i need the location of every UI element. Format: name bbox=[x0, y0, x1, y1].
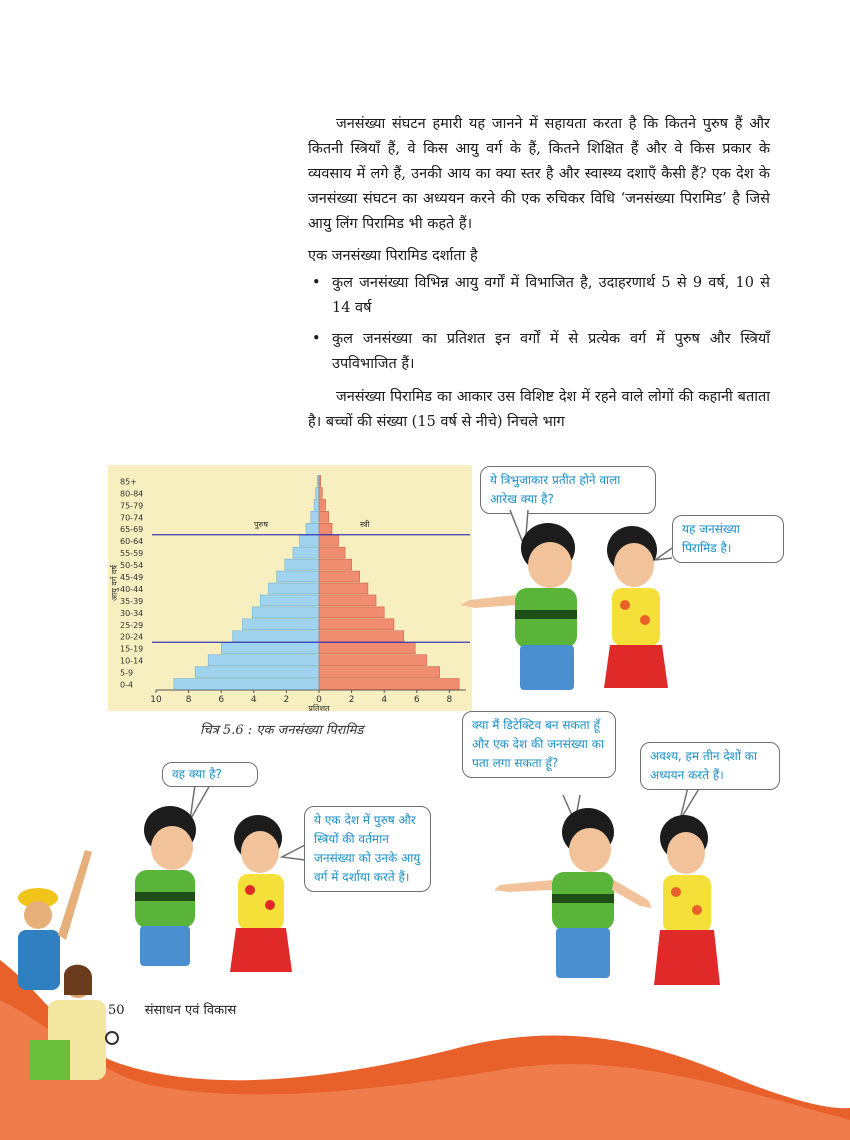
bar-male-0-4 bbox=[174, 679, 319, 690]
speech-bubble-detective-question: क्या मैं डिटेक्टिव बन सकता हूँ और एक देश की जनसंख्या का पता लगा सकता हूँ? bbox=[462, 711, 616, 778]
x-tick-label: 8 bbox=[446, 695, 453, 705]
bullet-item-2: • कुल जनसंख्या का प्रतिशत इन वर्गों में से प्रत्येक वर्ग में पुरुष और स्त्रियाँ उपविभाजित हैं। bbox=[308, 327, 770, 377]
bar-male-30-34 bbox=[252, 607, 319, 618]
bar-male-15-19 bbox=[221, 643, 319, 654]
bar-female-10-14 bbox=[319, 655, 427, 666]
y-tick-label: 5-9 bbox=[120, 668, 134, 678]
bar-female-85+ bbox=[319, 476, 321, 487]
bar-male-65-69 bbox=[306, 523, 319, 534]
speech-bubble-study-countries: अवश्य, हम तीन देशों का अध्ययन करते हैं। bbox=[640, 742, 780, 790]
bar-female-65-69 bbox=[319, 523, 332, 534]
bullet-list bbox=[308, 271, 770, 377]
bar-male-45-49 bbox=[277, 571, 319, 582]
bar-male-50-54 bbox=[285, 559, 319, 570]
bar-female-50-54 bbox=[319, 559, 352, 570]
y-tick-label: 30-34 bbox=[120, 608, 144, 618]
y-tick-label: 70-74 bbox=[120, 513, 144, 523]
bar-female-75-79 bbox=[319, 499, 326, 510]
y-tick-label: 45-49 bbox=[120, 573, 144, 582]
y-tick-label: 15-19 bbox=[120, 644, 144, 654]
y-tick-label: 25-29 bbox=[120, 620, 144, 630]
bar-female-5-9 bbox=[319, 667, 440, 678]
x-tick-label: 0 bbox=[316, 695, 322, 705]
bar-female-40-44 bbox=[319, 583, 368, 594]
y-axis-label: आयु वर्ग वर्ष bbox=[110, 565, 119, 601]
bar-male-75-79 bbox=[314, 499, 319, 510]
bar-male-25-29 bbox=[242, 619, 319, 630]
y-tick-label: 20-24 bbox=[120, 632, 144, 642]
bar-male-55-59 bbox=[293, 547, 319, 558]
x-tick-label: 8 bbox=[185, 695, 192, 705]
y-tick-label: 65-69 bbox=[120, 525, 144, 535]
paragraph-1: जनसंख्या संघटन हमारी यह जानने में सहायता करता है कि कितने पुरुष हैं और कितनी स्त्रियाँ हैं, वे किस आयु वर्ग के हैं, कितने शिक्षित हैं और वे किस प्रकार के व्यवसाय में लगे हैं, उनकी आय का क्या स्तर है और स्वास्थ्य दशाएँ कैसी हैं? एक देश के जनसंख्या संघटन का अध्ययन करने की एक रुचिकर विधि ‘जनसंख्या पिरामिड’ है जिसे आयु लिंग पिरामिड भी कहते हैं। bbox=[308, 116, 770, 232]
x-tick-label: 10 bbox=[150, 695, 162, 705]
bar-male-70-74 bbox=[311, 511, 319, 522]
legend-female: स्त्री bbox=[360, 520, 370, 529]
bullet-item-1: • कुल जनसंख्या विभिन्न आयु वर्गों में विभाजित है, उदाहरणार्थ 5 से 9 वर्ष, 10 से 14 वर्ष bbox=[308, 271, 770, 321]
x-tick-label: 6 bbox=[218, 695, 225, 705]
speech-bubble-what-is-it: वह क्या है? bbox=[162, 762, 258, 787]
y-tick-label: 0-4 bbox=[120, 680, 134, 690]
y-tick-label: 60-64 bbox=[120, 537, 144, 547]
bar-female-25-29 bbox=[319, 619, 394, 630]
paragraph-3: जनसंख्या पिरामिड का आकार उस विशिष्ट देश में रहने वाले लोगों की कहानी बताता है। बच्चों की संख्या (15 वर्ष से नीचे) निचले भाग bbox=[308, 389, 770, 430]
bar-male-10-14 bbox=[208, 655, 319, 666]
x-tick-label: 4 bbox=[381, 695, 388, 705]
body-text bbox=[308, 112, 770, 442]
speech-bubble-pyramid-answer: यह जनसंख्या पिरामिड है। bbox=[672, 515, 784, 563]
bar-female-80-84 bbox=[319, 487, 322, 498]
bar-female-20-24 bbox=[319, 631, 404, 642]
y-tick-label: 10-14 bbox=[120, 656, 144, 666]
population-pyramid-figure bbox=[108, 465, 472, 711]
bar-female-15-19 bbox=[319, 643, 415, 654]
x-tick-label: 6 bbox=[413, 695, 420, 705]
book-title: संसाधन एवं विकास bbox=[144, 1003, 237, 1018]
bar-male-5-9 bbox=[195, 667, 319, 678]
x-axis-label: प्रतिशत bbox=[308, 704, 330, 711]
population-pyramid-chart bbox=[108, 465, 472, 711]
paragraph-2: एक जनसंख्या पिरामिड दर्शाता है bbox=[308, 248, 478, 264]
y-tick-label: 35-39 bbox=[120, 596, 144, 606]
speech-bubble-triangle-question: ये त्रिभुजाकार प्रतीत होने वाला आरेख क्या है? bbox=[480, 466, 656, 514]
bar-female-60-64 bbox=[319, 535, 339, 546]
bar-female-0-4 bbox=[319, 679, 459, 690]
page-number: 50 bbox=[108, 1003, 125, 1018]
bar-male-80-84 bbox=[316, 487, 319, 498]
bar-female-30-34 bbox=[319, 607, 384, 618]
figure-caption: चित्र 5.6 : एक जनसंख्या पिरामिड bbox=[200, 723, 364, 738]
y-tick-label: 40-44 bbox=[120, 584, 144, 594]
x-tick-label: 2 bbox=[283, 695, 290, 705]
bar-male-35-39 bbox=[260, 595, 319, 606]
legend-male: पुरुष bbox=[254, 520, 268, 529]
x-tick-label: 4 bbox=[250, 695, 257, 705]
page-footer bbox=[108, 1000, 236, 1018]
y-tick-label: 55-59 bbox=[120, 549, 144, 559]
bar-male-20-24 bbox=[233, 631, 319, 642]
bar-female-70-74 bbox=[319, 511, 329, 522]
x-tick-label: 2 bbox=[348, 695, 355, 705]
bar-female-45-49 bbox=[319, 571, 360, 582]
speech-bubble-explanation: ये एक देश में पुरुष और स्त्रियों की वर्तमान जनसंख्या को उनके आयु वर्ग में दर्शाया करते हैं। bbox=[304, 806, 431, 892]
bar-female-55-59 bbox=[319, 547, 345, 558]
y-tick-label: 80-84 bbox=[120, 489, 144, 499]
bar-female-35-39 bbox=[319, 595, 376, 606]
bar-male-40-44 bbox=[268, 583, 319, 594]
bar-male-60-64 bbox=[299, 535, 319, 546]
y-tick-label: 75-79 bbox=[120, 501, 144, 511]
y-tick-label: 85+ bbox=[120, 477, 137, 487]
y-tick-label: 50-54 bbox=[120, 561, 144, 571]
